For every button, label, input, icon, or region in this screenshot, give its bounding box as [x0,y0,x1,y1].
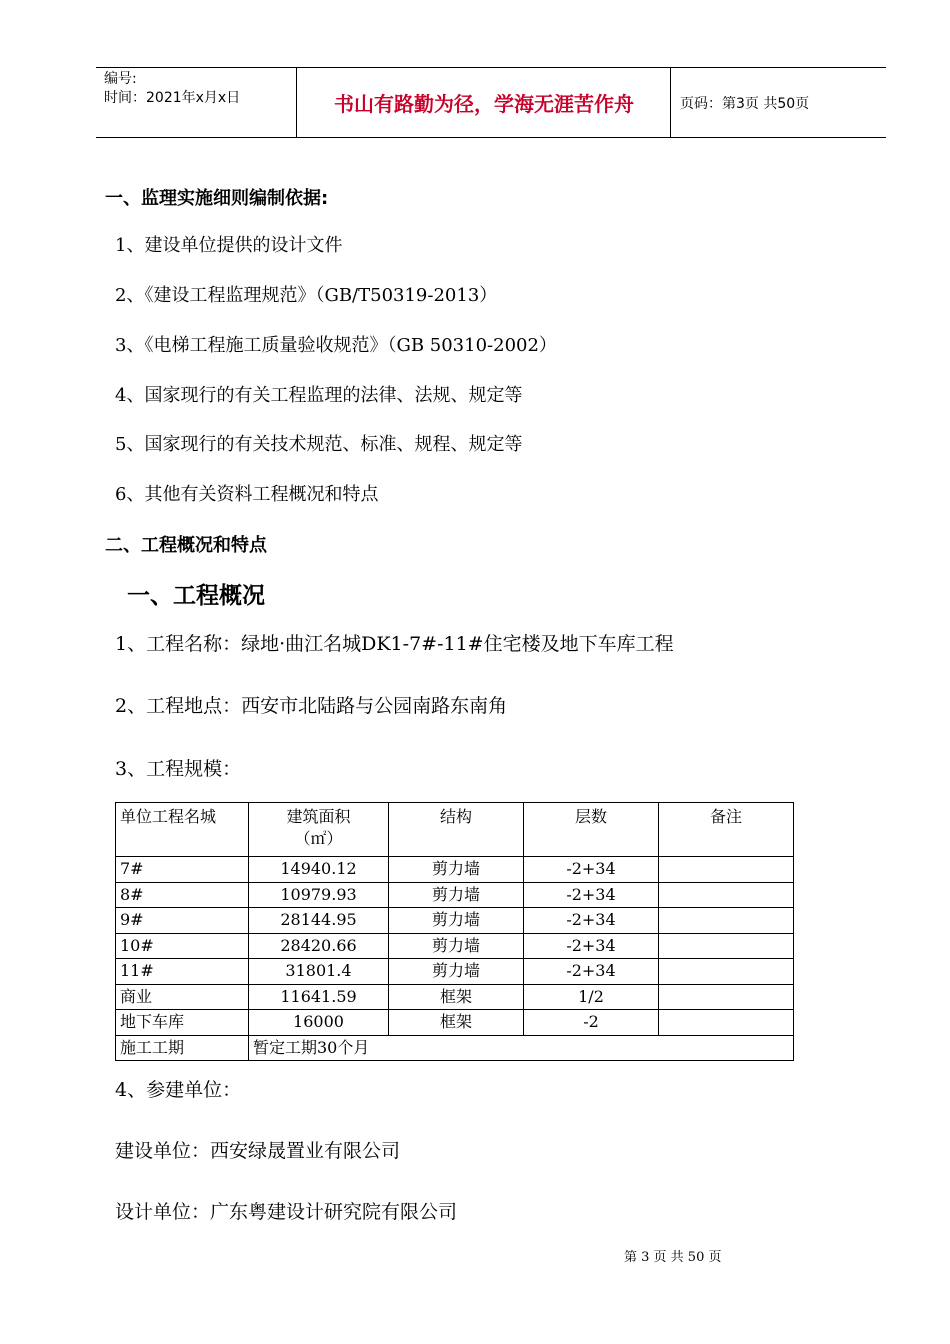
table-row [116,857,794,883]
table-cell [659,984,794,1010]
table-cell: 暂定工期30个月 [249,1035,794,1061]
header-cell: 备注 [659,803,794,857]
table-row [116,1035,794,1061]
basis-item: 3、《电梯工程施工质量验收规范》（GB 50310-2002） [115,335,557,356]
table-cell [659,1010,794,1036]
page-header [96,67,886,138]
section-heading: 一、监理实施细则编制依据: [105,188,329,209]
table-cell [659,857,794,883]
table-cell [659,908,794,934]
header-number: 编号: [104,71,137,87]
table-cell [659,933,794,959]
table-cell: 剪力墙 [389,959,524,985]
project-name: 1、工程名称：绿地·曲江名城DK1-7#-11#住宅楼及地下车库工程 [115,633,674,655]
table-cell: 16000 [249,1010,389,1036]
table-cell: 11641.59 [249,984,389,1010]
table-cell: 9# [116,908,249,934]
header-divider [296,68,297,137]
basis-item: 1、建设单位提供的设计文件 [115,235,343,256]
project-scale-table [115,802,794,1061]
table-cell: 剪力墙 [389,933,524,959]
table-row [116,984,794,1010]
table-cell: 8# [116,882,249,908]
header-cell [249,803,389,857]
header-page-number: 页码：第3页 共50页 [680,95,810,112]
basis-item: 5、国家现行的有关技术规范、标准、规程、规定等 [115,434,523,455]
table-cell: -2+34 [524,959,659,985]
table-cell: 框架 [389,984,524,1010]
table-cell: -2+34 [524,857,659,883]
table-cell [659,882,794,908]
table-header-row [116,803,794,857]
table-row [116,1010,794,1036]
section-heading: 二、工程概况和特点 [105,535,267,556]
basis-item: 2、《建设工程监理规范》（GB/T50319-2013） [115,285,498,306]
table-cell: 剪力墙 [389,882,524,908]
table-cell: -2+34 [524,933,659,959]
header-motto: 书山有路勤为径，学海无涯苦作舟 [334,92,634,116]
header-cell-line: （㎡） [294,829,343,848]
table-cell: 施工工期 [116,1035,249,1061]
header-cell-line: 建筑面积 [286,807,351,826]
header-meta [104,70,240,108]
project-scale-label: 3、工程规模： [115,758,242,780]
table-cell: 10979.93 [249,882,389,908]
table-cell: -2+34 [524,882,659,908]
table-cell: -2 [524,1010,659,1036]
table-cell: 10# [116,933,249,959]
basis-item: 4、国家现行的有关工程监理的法律、法规、规定等 [115,385,523,406]
table-cell: 剪力墙 [389,908,524,934]
table-cell: -2+34 [524,908,659,934]
table-cell: 剪力墙 [389,857,524,883]
participants-label: 4、参建单位： [115,1079,242,1101]
table-cell: 7# [116,857,249,883]
header-cell: 结构 [389,803,524,857]
table-row [116,908,794,934]
table-row [116,933,794,959]
table-cell: 31801.4 [249,959,389,985]
table-cell: 11# [116,959,249,985]
table-cell: 28144.95 [249,908,389,934]
subsection-heading: 一、工程概况 [127,583,265,609]
project-location: 2、工程地点：西安市北陆路与公园南路东南角 [115,695,508,717]
header-cell: 层数 [524,803,659,857]
table-cell: 14940.12 [249,857,389,883]
basis-item: 6、其他有关资料工程概况和特点 [115,484,379,505]
table-cell: 框架 [389,1010,524,1036]
header-cell: 单位工程名城 [116,803,249,857]
design-unit: 设计单位：广东粤建设计研究院有限公司 [115,1201,458,1223]
table-cell: 1/2 [524,984,659,1010]
page-footer: 第 3 页 共 50 页 [624,1250,722,1265]
header-divider [670,68,671,137]
table-row [116,959,794,985]
table-cell: 地下车库 [116,1010,249,1036]
table-row [116,882,794,908]
table-cell: 28420.66 [249,933,389,959]
owner-unit: 建设单位：西安绿晟置业有限公司 [115,1140,401,1162]
table-cell [659,959,794,985]
header-time: 时间：2021年x月x日 [104,90,241,106]
table-cell: 商业 [116,984,249,1010]
